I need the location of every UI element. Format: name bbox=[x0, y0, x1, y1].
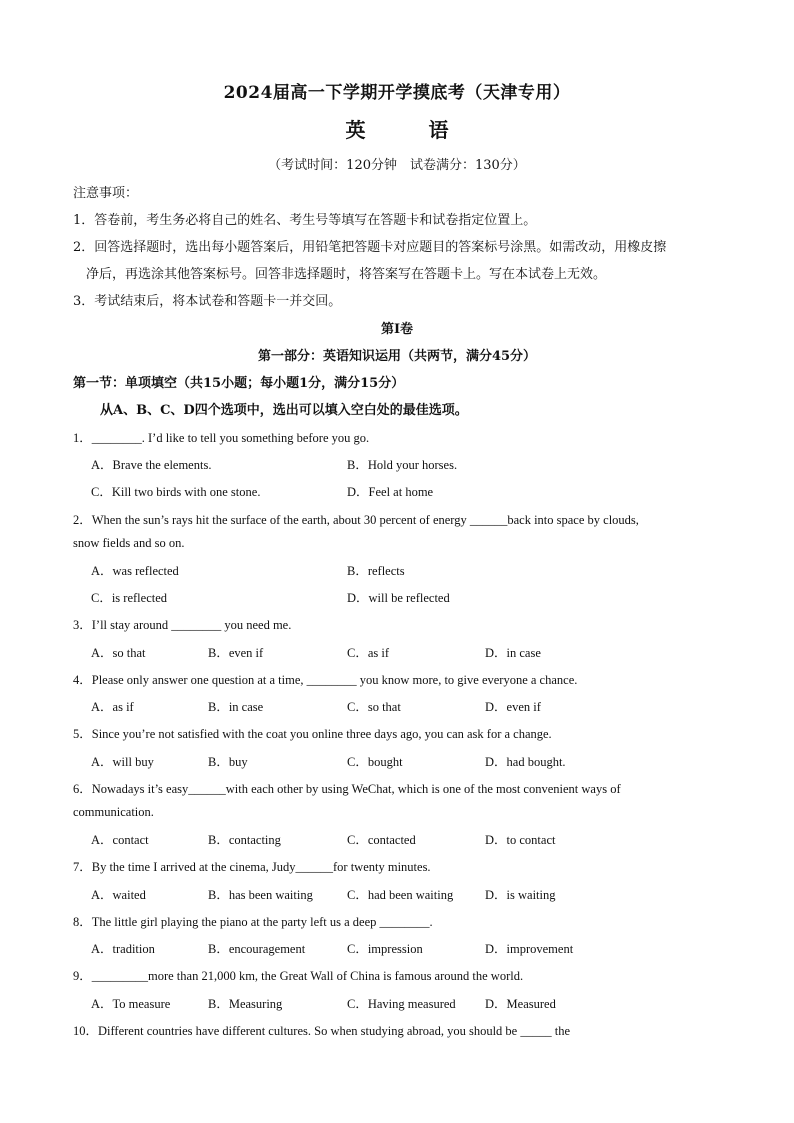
option-b: B．contacting bbox=[208, 833, 281, 847]
option-d: D．will be reflected bbox=[347, 591, 450, 605]
question-stem: 5．Since you’re not satisfied with the coat you online three days ago, you can ask for a change. bbox=[73, 727, 552, 741]
option-c: C．as if bbox=[347, 646, 390, 660]
subject-char-2: 语 bbox=[428, 118, 449, 142]
question-stem: 1．________. I’d like to tell you something before you go. bbox=[73, 431, 370, 445]
option-d: D．even if bbox=[485, 700, 541, 714]
note-item-3: 3．考试结束后，将本试卷和答题卡一并交回。 bbox=[73, 294, 342, 309]
option-c: C．contacted bbox=[347, 833, 416, 847]
option-a: A．as if bbox=[91, 700, 134, 714]
section-instruction: 从A、B、C、D四个选项中，选出可以填入空白处的最佳选项。 bbox=[100, 403, 468, 418]
option-b: B．reflects bbox=[347, 564, 405, 578]
part-heading: 第一部分：英语知识运用（共两节，满分45分） bbox=[257, 349, 537, 364]
option-d: D．Feel at home bbox=[347, 485, 434, 499]
option-b: B．even if bbox=[208, 646, 264, 660]
question-stem: 7．By the time I arrived at the cinema, Judy______for twenty minutes. bbox=[73, 860, 431, 874]
option-c: C．so that bbox=[347, 700, 401, 714]
notes-heading: 注意事项： bbox=[73, 186, 139, 201]
note-item-2: 2．回答选择题时，选出每小题答案后，用铅笔把答题卡对应题目的答案标号涂黑。如需改动，用橡皮擦 bbox=[73, 240, 667, 255]
exam-title: 2024届高一下学期开学摸底考（天津专用） bbox=[223, 83, 571, 103]
option-c: C．impression bbox=[347, 942, 423, 956]
option-d: D．is waiting bbox=[485, 888, 556, 902]
exam-info: （考试时间：120分钟 试卷满分：130分） bbox=[268, 158, 526, 173]
subject-char-1: 英 bbox=[345, 118, 366, 142]
option-a: A．tradition bbox=[91, 942, 155, 956]
option-c: C．Having measured bbox=[347, 997, 456, 1011]
option-d: D．had bought. bbox=[485, 755, 566, 769]
question-stem: 8．The little girl playing the piano at the party left us a deep ________. bbox=[73, 915, 433, 929]
subject-heading bbox=[0, 114, 794, 143]
question-stem: 9．_________more than 21,000 km, the Great Wall of China is famous around the world. bbox=[73, 969, 524, 983]
question-stem-continued: communication. bbox=[73, 805, 154, 819]
option-d: D．Measured bbox=[485, 997, 556, 1011]
note-item-1: 1．答卷前，考生务必将自己的姓名、考生号等填写在答题卡和试卷指定位置上。 bbox=[73, 213, 537, 228]
question-stem: 3．I’ll stay around ________ you need me. bbox=[73, 618, 292, 632]
option-b: B．encouragement bbox=[208, 942, 306, 956]
option-a: A．will buy bbox=[91, 755, 154, 769]
option-a: A．To measure bbox=[91, 997, 171, 1011]
option-b: B．buy bbox=[208, 755, 248, 769]
option-c: C．Kill two birds with one stone. bbox=[91, 485, 261, 499]
option-b: B．has been waiting bbox=[208, 888, 313, 902]
question-stem: 10．Different countries have different cultures. So when studying abroad, you should be _____ the bbox=[73, 1024, 570, 1038]
option-a: A．contact bbox=[91, 833, 149, 847]
option-a: A．waited bbox=[91, 888, 146, 902]
option-a: A．was reflected bbox=[91, 564, 179, 578]
option-d: D．to contact bbox=[485, 833, 556, 847]
option-a: A．Brave the elements. bbox=[91, 458, 212, 472]
option-d: D．improvement bbox=[485, 942, 574, 956]
option-a: A．so that bbox=[91, 646, 146, 660]
option-c: C．bought bbox=[347, 755, 403, 769]
option-b: B．Measuring bbox=[208, 997, 283, 1011]
volume-heading: 第I卷 bbox=[380, 322, 414, 337]
option-b: B．Hold your horses. bbox=[347, 458, 458, 472]
option-c: C．had been waiting bbox=[347, 888, 454, 902]
section-heading: 第一节：单项填空（共15小题；每小题1分，满分15分） bbox=[73, 376, 405, 391]
option-b: B．in case bbox=[208, 700, 264, 714]
question-stem-continued: snow fields and so on. bbox=[73, 536, 185, 550]
option-c: C．is reflected bbox=[91, 591, 168, 605]
note-item-2-cont: 净后，再选涂其他答案标号。回答非选择题时，将答案写在答题卡上。写在本试卷上无效。 bbox=[86, 267, 607, 282]
question-stem: 6．Nowadays it’s easy______with each other by using WeChat, which is one of the most convenient ways of bbox=[73, 782, 621, 796]
question-stem: 4．Please only answer one question at a time, ________ you know more, to give everyone a chance. bbox=[73, 673, 578, 687]
option-d: D．in case bbox=[485, 646, 541, 660]
question-stem: 2．When the sun’s rays hit the surface of the earth, about 30 percent of energy ______back into space by clouds, bbox=[73, 513, 639, 527]
